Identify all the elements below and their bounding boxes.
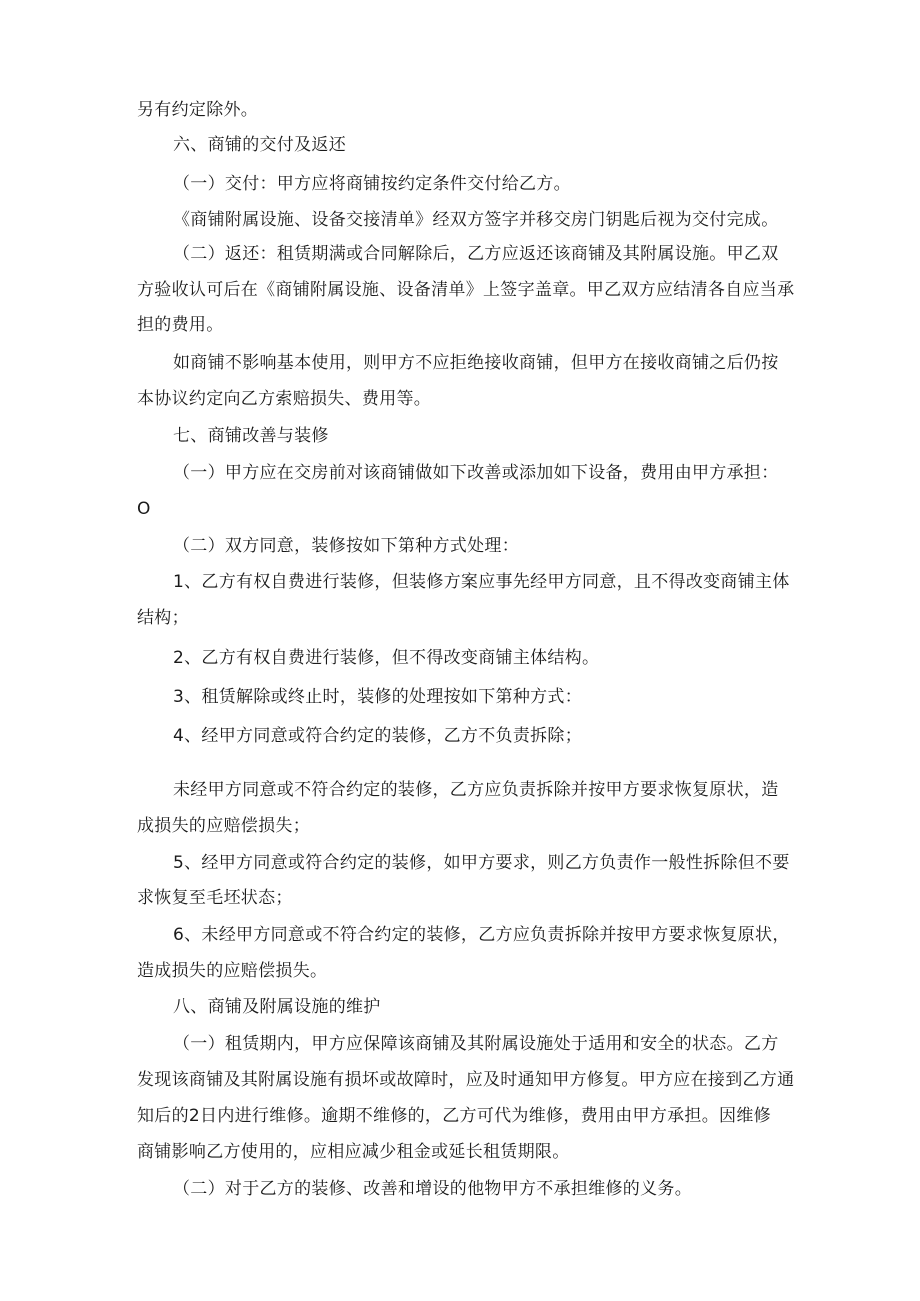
text-line: 造成损失的应赔偿损失。 [137,961,328,981]
text-line: （二）返还：租赁期满或合同解除后，乙方应返还该商铺及其附属设施。甲乙双 [173,244,779,264]
section-heading: 六、商铺的交付及返还 [173,135,346,155]
text-line: （二）对于乙方的装修、改善和增设的他物甲方不承担维修的义务。 [173,1179,692,1199]
text-line: （二）双方同意，装修按如下第种方式处理： [173,536,519,556]
text-line: （一）甲方应在交房前对该商铺做如下改善或添加如下设备，费用由甲方承担： [173,463,779,483]
text-line: 知后的2日内进行维修。逾期不维修的，乙方可代为维修，费用由甲方承担。因维修 [137,1106,771,1126]
section-heading: 七、商铺改善与装修 [173,426,329,446]
section-heading: 八、商铺及附属设施的维护 [173,997,381,1017]
text-line: 《商铺附属设施、设备交接清单》经双方签字并移交房门钥匙后视为交付完成。 [173,210,779,230]
text-line: 结构； [137,608,189,628]
text-line: 本协议约定向乙方索赔损失、费用等。 [137,389,432,409]
text-line: 2、乙方有权自费进行装修，但不得改变商铺主体结构。 [173,648,600,668]
text-line: 4、经甲方同意或符合约定的装修，乙方不负责拆除； [173,726,583,746]
text-line: 如商铺不影响基本使用，则甲方不应拒绝接收商铺，但甲方在接收商铺之后仍按 [173,353,779,373]
text-line: 另有约定除外。 [137,100,259,120]
text-line: （一）租赁期内，甲方应保障该商铺及其附属设施处于适用和安全的状态。乙方 [173,1034,779,1054]
text-line: 商铺影响乙方使用的，应相应减少租金或延长租赁期限。 [137,1142,570,1162]
text-line: 6、未经甲方同意或不符合约定的装修，乙方应负责拆除并按甲方要求恢复原状， [173,925,790,945]
text-line: 求恢复至毛坯状态； [137,888,293,908]
text-line: 方验收认可后在《商铺附属设施、设备清单》上签字盖章。甲乙双方应结清各自应当承 [137,280,795,300]
text-line: 发现该商铺及其附属设施有损坏或故障时，应及时通知甲方修复。甲方应在接到乙方通 [137,1070,795,1090]
text-line: 成损失的应赔偿损失； [137,816,310,836]
text-line: 5、经甲方同意或符合约定的装修，如甲方要求，则乙方负责作一般性拆除但不要 [173,853,790,873]
text-line: 3、租赁解除或终止时，装修的处理按如下第种方式： [173,687,583,707]
text-line: （一）交付：甲方应将商铺按约定条件交付给乙方。 [173,174,571,194]
text-line: 未经甲方同意或不符合约定的装修，乙方应负责拆除并按甲方要求恢复原状，造 [173,780,779,800]
text-line: 担的费用。 [137,315,224,335]
text-line: 1、乙方有权自费进行装修，但装修方案应事先经甲方同意，且不得改变商铺主体 [173,572,790,592]
text-line: O [137,499,151,519]
